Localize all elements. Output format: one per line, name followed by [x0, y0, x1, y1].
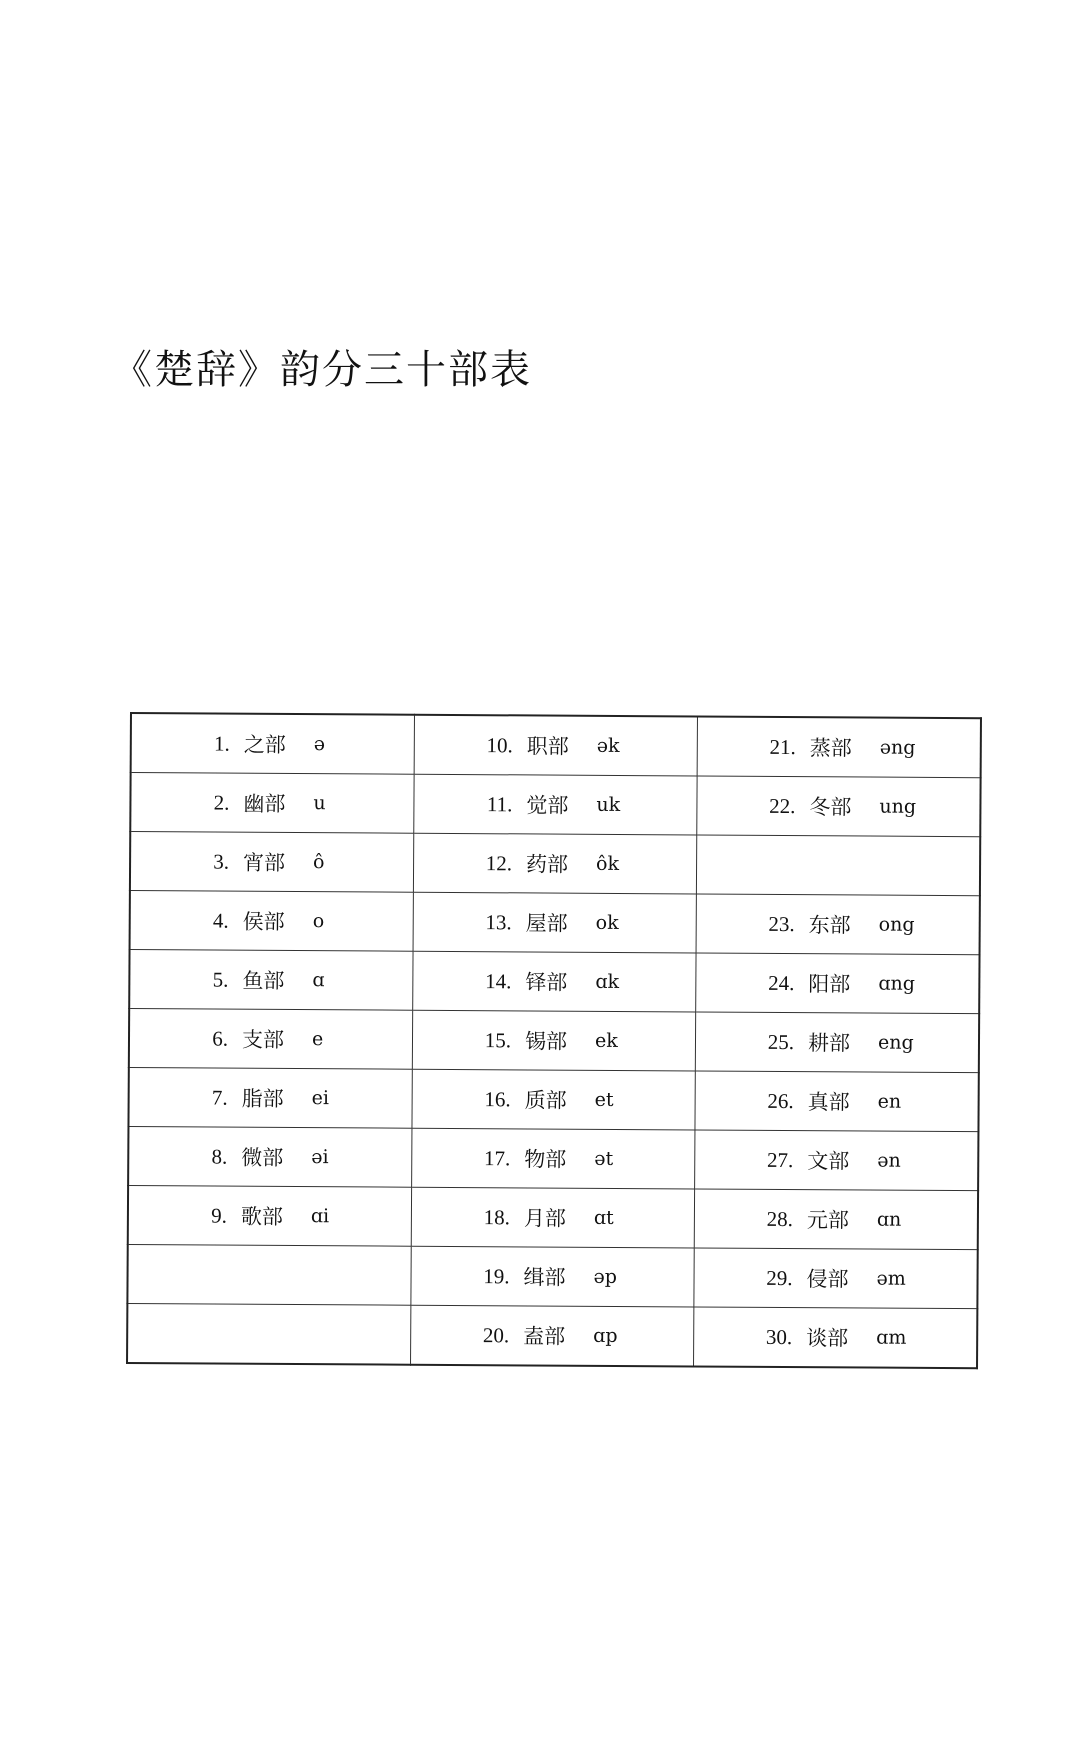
- rhyme-entry: [131, 787, 413, 819]
- rhyme-group-name: 锡部: [524, 1029, 568, 1054]
- rhyme-group-name: 微部: [241, 1145, 284, 1170]
- table-cell: [696, 953, 980, 1014]
- rhyme-phonetic: et: [594, 1088, 614, 1111]
- rhyme-phonetic: əp: [593, 1265, 618, 1288]
- table-row: [128, 1126, 978, 1190]
- rhyme-entry: [694, 1262, 976, 1294]
- rhyme-phonetic: ô: [313, 851, 325, 874]
- table-cell: [414, 774, 697, 835]
- rhyme-phonetic: u: [313, 792, 326, 815]
- rhyme-entry: [415, 730, 697, 762]
- rhyme-phonetic: ək: [596, 734, 620, 757]
- rhyme-entry: [413, 1025, 695, 1057]
- rhyme-group-name: 阳部: [808, 972, 851, 997]
- rhyme-number: 17.: [483, 1145, 511, 1170]
- rhyme-phonetic: ei: [311, 1087, 330, 1110]
- rhyme-group-name: 鱼部: [242, 968, 285, 993]
- rhyme-group-name: 冬部: [809, 795, 852, 820]
- table-cell: [413, 951, 696, 1012]
- table-cell: [414, 715, 697, 776]
- rhyme-table: [126, 712, 982, 1369]
- rhyme-entry: [695, 1203, 977, 1235]
- rhyme-phonetic: ɑi: [310, 1205, 330, 1228]
- rhyme-number: 13.: [485, 909, 512, 934]
- rhyme-number: 10.: [486, 732, 513, 757]
- rhyme-phonetic: əi: [311, 1146, 329, 1169]
- rhyme-number: 15.: [484, 1027, 512, 1052]
- rhyme-entry: [414, 848, 696, 880]
- rhyme-phonetic: ət: [594, 1147, 614, 1170]
- rhyme-group-name: 缉部: [523, 1265, 566, 1290]
- rhyme-phonetic: ɑt: [593, 1206, 614, 1229]
- rhyme-group-name: 侯部: [242, 909, 285, 934]
- table-row: [130, 773, 980, 837]
- rhyme-number: 21.: [769, 734, 796, 759]
- table-cell: [128, 1126, 412, 1187]
- rhyme-phonetic: ong: [878, 913, 915, 936]
- table-cell: [697, 716, 981, 777]
- rhyme-phonetic: ɑm: [876, 1326, 907, 1349]
- rhyme-group-name: 职部: [526, 734, 569, 759]
- rhyme-number: 28.: [766, 1206, 793, 1231]
- rhyme-group-name: 元部: [806, 1208, 849, 1233]
- rhyme-entry: [412, 1202, 694, 1234]
- rhyme-entry: [129, 1200, 411, 1232]
- rhyme-group-name: 谈部: [806, 1326, 849, 1351]
- rhyme-entry: [411, 1320, 693, 1352]
- rhyme-number: 2.: [213, 790, 230, 815]
- rhyme-group-name: 东部: [808, 913, 851, 938]
- rhyme-phonetic: ən: [877, 1149, 901, 1172]
- rhyme-group-name: 脂部: [241, 1086, 284, 1111]
- table-cell: [127, 1244, 411, 1305]
- rhyme-group-name: 歌部: [240, 1204, 283, 1229]
- rhyme-number: 5.: [212, 967, 229, 992]
- rhyme-number: 7.: [211, 1085, 228, 1110]
- rhyme-phonetic: əm: [876, 1267, 906, 1290]
- rhyme-number: 16.: [484, 1086, 511, 1111]
- rhyme-entry: [131, 905, 413, 937]
- rhyme-entry: [413, 966, 695, 998]
- rhyme-number: 8.: [211, 1144, 228, 1169]
- rhyme-group-name: 耕部: [807, 1031, 851, 1056]
- rhyme-group-name: 侵部: [806, 1267, 849, 1292]
- rhyme-number: 23.: [768, 911, 795, 936]
- rhyme-entry: [697, 790, 979, 822]
- rhyme-phonetic: ə: [313, 733, 326, 756]
- rhyme-number: 4.: [212, 908, 229, 933]
- rhyme-number: 14.: [485, 968, 512, 993]
- table-cell: [695, 1071, 979, 1132]
- table-cell: [128, 1067, 412, 1128]
- rhyme-entry: [132, 728, 414, 760]
- rhyme-group-name: 之部: [243, 732, 286, 757]
- table-row: [130, 832, 980, 896]
- page-title: 《楚辞》韵分三十部表: [112, 347, 532, 393]
- table-cell: [412, 1069, 695, 1130]
- table-cell: [411, 1305, 694, 1366]
- rhyme-entry: [696, 1085, 978, 1117]
- rhyme-group-name: 物部: [524, 1147, 567, 1172]
- rhyme-number: 27.: [766, 1147, 794, 1172]
- rhyme-group-name: 幽部: [243, 791, 286, 816]
- rhyme-phonetic: en: [877, 1090, 902, 1113]
- rhyme-phonetic: e: [311, 1028, 324, 1051]
- rhyme-number: 9.: [211, 1203, 228, 1228]
- rhyme-phonetic: ɑ: [312, 969, 325, 992]
- table-row: [129, 1009, 979, 1073]
- rhyme-phonetic: əng: [879, 736, 916, 759]
- rhyme-number: 29.: [766, 1265, 793, 1290]
- rhyme-group-name: 月部: [523, 1206, 566, 1231]
- rhyme-phonetic: ɑn: [876, 1208, 902, 1231]
- rhyme-phonetic: ok: [595, 911, 619, 934]
- rhyme-number: 18.: [483, 1204, 510, 1229]
- rhyme-entry: [131, 846, 413, 878]
- table-cell: [695, 1130, 979, 1191]
- rhyme-group-name: 觉部: [526, 793, 569, 818]
- table-row: [128, 1067, 978, 1131]
- table-row: [127, 1244, 977, 1308]
- table-row: [131, 713, 981, 778]
- rhyme-number: 6.: [212, 1026, 229, 1051]
- rhyme-entry: [696, 967, 978, 999]
- rhyme-group-name: 真部: [807, 1090, 850, 1115]
- table-cell: [130, 891, 414, 952]
- rhyme-entry: [697, 908, 979, 940]
- rhyme-entry: [129, 1141, 411, 1173]
- table-cell: [129, 1009, 413, 1070]
- rhyme-entry: [696, 1026, 978, 1058]
- rhyme-phonetic: ôk: [596, 852, 620, 875]
- rhyme-phonetic: ɑp: [593, 1324, 618, 1347]
- table-cell: [697, 776, 981, 837]
- table-cell: [130, 773, 414, 834]
- table-cell: [694, 1307, 978, 1368]
- rhyme-phonetic: ung: [879, 795, 917, 818]
- table-cell: [696, 894, 980, 955]
- table-cell: [413, 892, 696, 953]
- table-cell: [696, 835, 980, 896]
- rhyme-entry: [412, 1143, 694, 1175]
- rhyme-entry: [411, 1261, 693, 1293]
- rhyme-number: 22.: [769, 793, 796, 818]
- table-cell: [130, 832, 414, 893]
- rhyme-number: 19.: [483, 1263, 510, 1288]
- rhyme-group-name: 宵部: [243, 850, 286, 875]
- rhyme-entry: [130, 1082, 412, 1114]
- table-cell: [131, 713, 415, 774]
- table-cell: [411, 1187, 694, 1248]
- rhyme-number: 1.: [213, 731, 230, 756]
- rhyme-number: 3.: [213, 849, 230, 874]
- table-cell: [412, 1010, 695, 1071]
- rhyme-number: 26.: [767, 1088, 794, 1113]
- table-cell: [128, 1185, 412, 1246]
- rhyme-number: 20.: [482, 1322, 510, 1347]
- table-cell: [694, 1189, 978, 1250]
- table-cell: [694, 1248, 978, 1309]
- rhyme-group-name: 药部: [526, 852, 569, 877]
- rhyme-group-name: 质部: [524, 1088, 567, 1113]
- rhyme-entry: [413, 1084, 695, 1116]
- rhyme-number: 24.: [768, 970, 795, 995]
- rhyme-number: 12.: [485, 850, 513, 875]
- rhyme-group-name: 支部: [241, 1027, 285, 1052]
- rhyme-entry: [698, 731, 980, 763]
- table-cell: [413, 833, 696, 894]
- table-row: [127, 1303, 977, 1368]
- rhyme-group-name: 蒸部: [809, 736, 852, 761]
- rhyme-number: 30.: [765, 1324, 793, 1349]
- table-cell: [127, 1303, 411, 1364]
- rhyme-entry: [414, 789, 696, 821]
- rhyme-phonetic: ɑng: [878, 972, 915, 995]
- rhyme-group-name: 文部: [807, 1149, 850, 1174]
- rhyme-entry: [130, 964, 412, 996]
- rhyme-table-body: [127, 713, 981, 1368]
- rhyme-entry: [694, 1321, 976, 1353]
- rhyme-phonetic: ek: [594, 1029, 618, 1052]
- table-cell: [695, 1012, 979, 1073]
- rhyme-phonetic: ɑk: [595, 970, 620, 993]
- table-row: [130, 891, 980, 955]
- table-cell: [129, 950, 413, 1011]
- table-row: [129, 950, 979, 1014]
- rhyme-group-name: 屋部: [525, 911, 568, 936]
- rhyme-number: 25.: [767, 1029, 795, 1054]
- rhyme-phonetic: eng: [877, 1031, 914, 1054]
- table-cell: [412, 1128, 695, 1189]
- rhyme-entry: [695, 1144, 977, 1176]
- table-row: [128, 1185, 978, 1249]
- rhyme-phonetic: o: [312, 910, 325, 933]
- rhyme-phonetic: uk: [596, 793, 621, 816]
- rhyme-group-name: 盍部: [523, 1324, 566, 1349]
- rhyme-entry: [130, 1023, 412, 1055]
- rhyme-number: 11.: [486, 791, 513, 816]
- table-cell: [411, 1246, 694, 1307]
- rhyme-group-name: 铎部: [525, 970, 568, 995]
- rhyme-entry: [414, 907, 696, 939]
